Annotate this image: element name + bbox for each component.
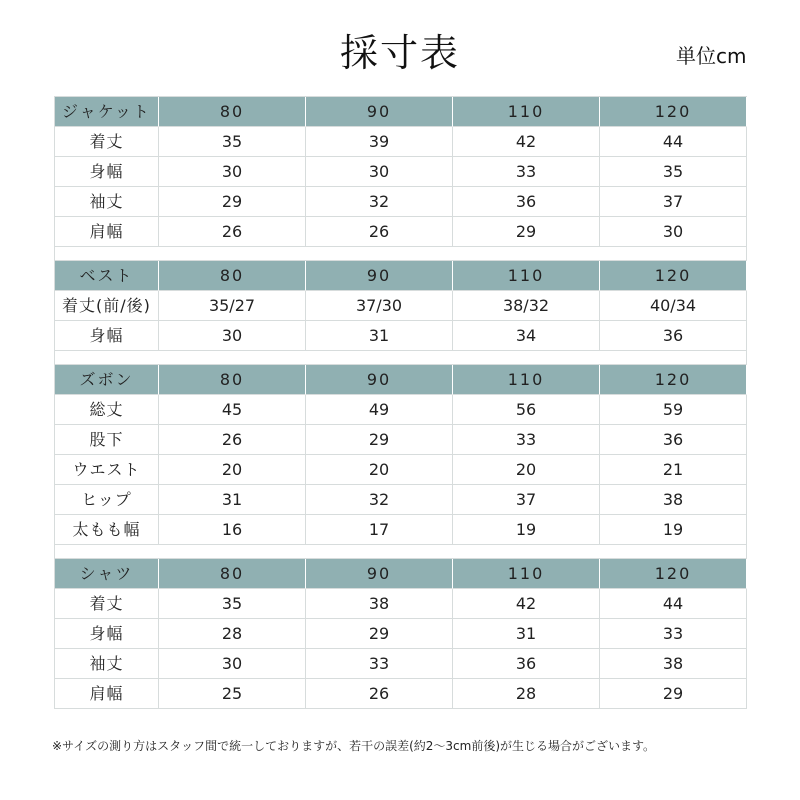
size-table (54, 96, 747, 709)
measurement-cell: 19 (453, 515, 600, 545)
measurement-cell: 38 (306, 589, 453, 619)
measurement-cell: 29 (306, 619, 453, 649)
measurement-note: ※サイズの測り方はスタッフ間で統一しておりますが、若干の誤差(約2〜3cm前後)が生じる場合がございます。 (52, 739, 656, 753)
measurement-cell: 30 (600, 217, 747, 247)
measurement-cell: 35 (159, 127, 306, 157)
measurement-cell: 30 (159, 157, 306, 187)
measurement-cell: 16 (159, 515, 306, 545)
size-header-cell: 90 (306, 365, 453, 395)
measurement-cell: 28 (159, 619, 306, 649)
row-label: 肩幅 (55, 217, 159, 247)
measurement-cell: 39 (306, 127, 453, 157)
measurement-cell: 28 (453, 679, 600, 709)
page-title: 採寸表 (339, 31, 460, 75)
measurement-cell: 32 (306, 187, 453, 217)
size-header-cell: 110 (453, 261, 600, 291)
row-label: ウエスト (55, 455, 159, 485)
measurement-cell: 38/32 (453, 291, 600, 321)
row-label: 肩幅 (55, 679, 159, 709)
section-header-label: ベスト (55, 261, 159, 291)
measurement-cell: 26 (159, 425, 306, 455)
row-label: 身幅 (55, 619, 159, 649)
measurement-cell: 45 (159, 395, 306, 425)
size-header-cell: 110 (453, 365, 600, 395)
measurement-cell: 35 (600, 157, 747, 187)
section-spacer (55, 545, 747, 559)
measurement-cell: 26 (306, 679, 453, 709)
measurement-cell: 42 (453, 127, 600, 157)
size-header-cell: 80 (159, 261, 306, 291)
measurement-cell: 26 (306, 217, 453, 247)
measurement-cell: 21 (600, 455, 747, 485)
measurement-cell: 29 (159, 187, 306, 217)
size-header-cell: 120 (600, 559, 747, 589)
row-label: 身幅 (55, 321, 159, 351)
measurement-cell: 49 (306, 395, 453, 425)
row-label: 太もも幅 (55, 515, 159, 545)
measurement-cell: 29 (306, 425, 453, 455)
size-header-cell: 80 (159, 559, 306, 589)
row-label: 着丈 (55, 127, 159, 157)
measurement-cell: 37 (600, 187, 747, 217)
measurement-cell: 44 (600, 589, 747, 619)
measurement-cell: 33 (453, 425, 600, 455)
measurement-cell: 31 (159, 485, 306, 515)
measurement-cell: 30 (306, 157, 453, 187)
measurement-cell: 33 (600, 619, 747, 649)
size-header-cell: 90 (306, 261, 453, 291)
measurement-cell: 29 (600, 679, 747, 709)
measurement-cell: 35/27 (159, 291, 306, 321)
measurement-cell: 31 (453, 619, 600, 649)
measurement-cell: 34 (453, 321, 600, 351)
section-header-label: ズボン (55, 365, 159, 395)
row-label: 袖丈 (55, 649, 159, 679)
measurement-cell: 35 (159, 589, 306, 619)
measurement-cell: 20 (159, 455, 306, 485)
unit-label: 単位cm (676, 44, 747, 68)
row-label: 身幅 (55, 157, 159, 187)
row-label: 着丈(前/後) (55, 291, 159, 321)
size-header-cell: 120 (600, 365, 747, 395)
measurement-cell: 32 (306, 485, 453, 515)
measurement-cell: 36 (453, 187, 600, 217)
measurement-cell: 38 (600, 649, 747, 679)
measurement-cell: 56 (453, 395, 600, 425)
measurement-cell: 37 (453, 485, 600, 515)
measurement-cell: 36 (600, 425, 747, 455)
measurement-cell: 31 (306, 321, 453, 351)
section-spacer (55, 351, 747, 365)
measurement-cell: 30 (159, 321, 306, 351)
measurement-cell: 36 (453, 649, 600, 679)
measurement-cell: 26 (159, 217, 306, 247)
measurement-cell: 33 (453, 157, 600, 187)
measurement-cell: 42 (453, 589, 600, 619)
size-header-cell: 90 (306, 97, 453, 127)
measurement-cell: 44 (600, 127, 747, 157)
measurement-cell: 59 (600, 395, 747, 425)
size-header-cell: 80 (159, 97, 306, 127)
row-label: 袖丈 (55, 187, 159, 217)
row-label: 総丈 (55, 395, 159, 425)
measurement-cell: 38 (600, 485, 747, 515)
measurement-cell: 17 (306, 515, 453, 545)
measurement-cell: 37/30 (306, 291, 453, 321)
size-header-cell: 110 (453, 559, 600, 589)
measurement-cell: 20 (306, 455, 453, 485)
measurement-cell: 40/34 (600, 291, 747, 321)
section-header-label: シャツ (55, 559, 159, 589)
section-header-label: ジャケット (55, 97, 159, 127)
measurement-cell: 33 (306, 649, 453, 679)
measurement-cell: 30 (159, 649, 306, 679)
size-header-cell: 80 (159, 365, 306, 395)
section-spacer (55, 247, 747, 261)
measurement-cell: 19 (600, 515, 747, 545)
size-header-cell: 120 (600, 97, 747, 127)
measurement-cell: 20 (453, 455, 600, 485)
measurement-cell: 36 (600, 321, 747, 351)
row-label: ヒップ (55, 485, 159, 515)
row-label: 股下 (55, 425, 159, 455)
size-header-cell: 120 (600, 261, 747, 291)
measurement-cell: 25 (159, 679, 306, 709)
row-label: 着丈 (55, 589, 159, 619)
size-header-cell: 90 (306, 559, 453, 589)
measurement-cell: 29 (453, 217, 600, 247)
size-header-cell: 110 (453, 97, 600, 127)
